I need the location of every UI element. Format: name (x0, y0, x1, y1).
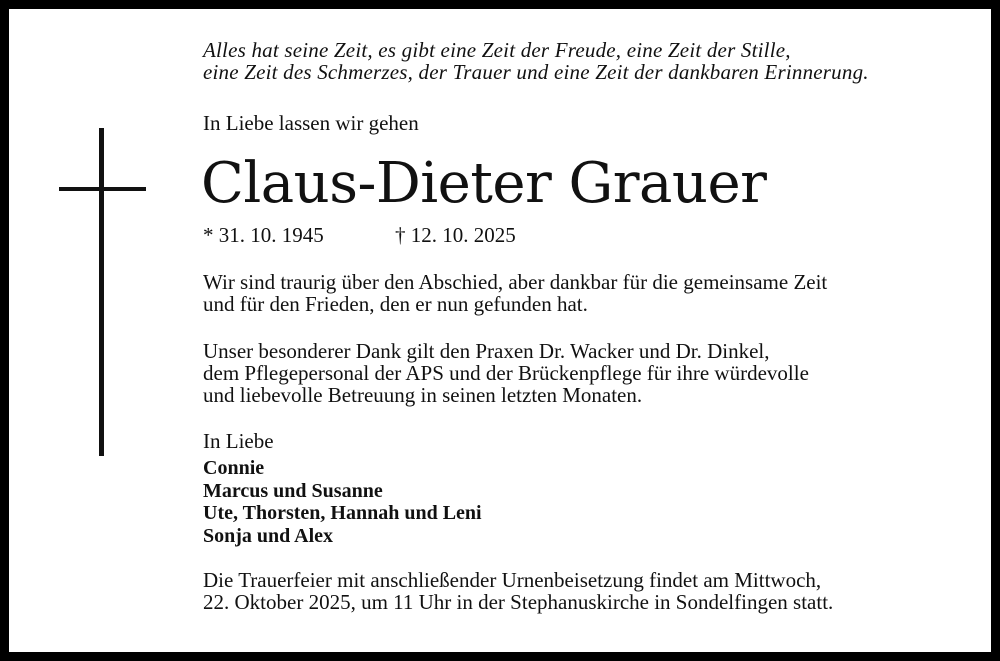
birth-date: * 31. 10. 1945 (203, 223, 324, 247)
intro-text: In Liebe lassen wir gehen (203, 111, 419, 135)
family-list (203, 457, 482, 547)
farewell-paragraph (203, 271, 827, 315)
quote-line-2: eine Zeit des Schmerzes, der Trauer und eine Zeit der dankbaren Erinnerung. (203, 60, 869, 84)
death-date: † 12. 10. 2025 (395, 223, 516, 247)
ceremony-line-1: Die Trauerfeier mit anschließender Urnenbeisetzung findet am Mittwoch, (203, 568, 822, 592)
cross-icon (99, 128, 104, 456)
deceased-name: Claus-Dieter Grauer (201, 151, 767, 216)
quote-line-1: Alles hat seine Zeit, es gibt eine Zeit der Freude, eine Zeit der Stille, (203, 38, 791, 62)
thanks-paragraph (203, 340, 809, 406)
family-member: Ute, Thorsten, Hannah und Leni (203, 502, 482, 524)
ceremony-line-2: 22. Oktober 2025, um 11 Uhr in der Stephanuskirche in Sondelfingen statt. (203, 590, 834, 614)
family-member: Marcus und Susanne (203, 479, 383, 502)
opening-quote (203, 39, 869, 83)
life-dates (203, 223, 516, 247)
obituary-notice (9, 9, 991, 652)
thanks-line-3: und liebevolle Betreuung in seinen letzten Monaten. (203, 383, 643, 407)
family-member: Connie (203, 457, 265, 479)
thanks-line-1: Unser besonderer Dank gilt den Praxen Dr. Wacker und Dr. Dinkel, (203, 339, 770, 363)
closing-text: In Liebe (203, 429, 274, 453)
family-member: Sonja und Alex (203, 524, 334, 547)
cross-icon-crossbar (59, 187, 146, 191)
farewell-line-2: und für den Frieden, den er nun gefunden hat. (203, 292, 588, 316)
ceremony-info (203, 569, 833, 613)
thanks-line-2: dem Pflegepersonal der APS und der Brückenpflege für ihre würdevolle (203, 361, 809, 385)
farewell-line-1: Wir sind traurig über den Abschied, aber dankbar für die gemeinsame Zeit (203, 270, 828, 294)
